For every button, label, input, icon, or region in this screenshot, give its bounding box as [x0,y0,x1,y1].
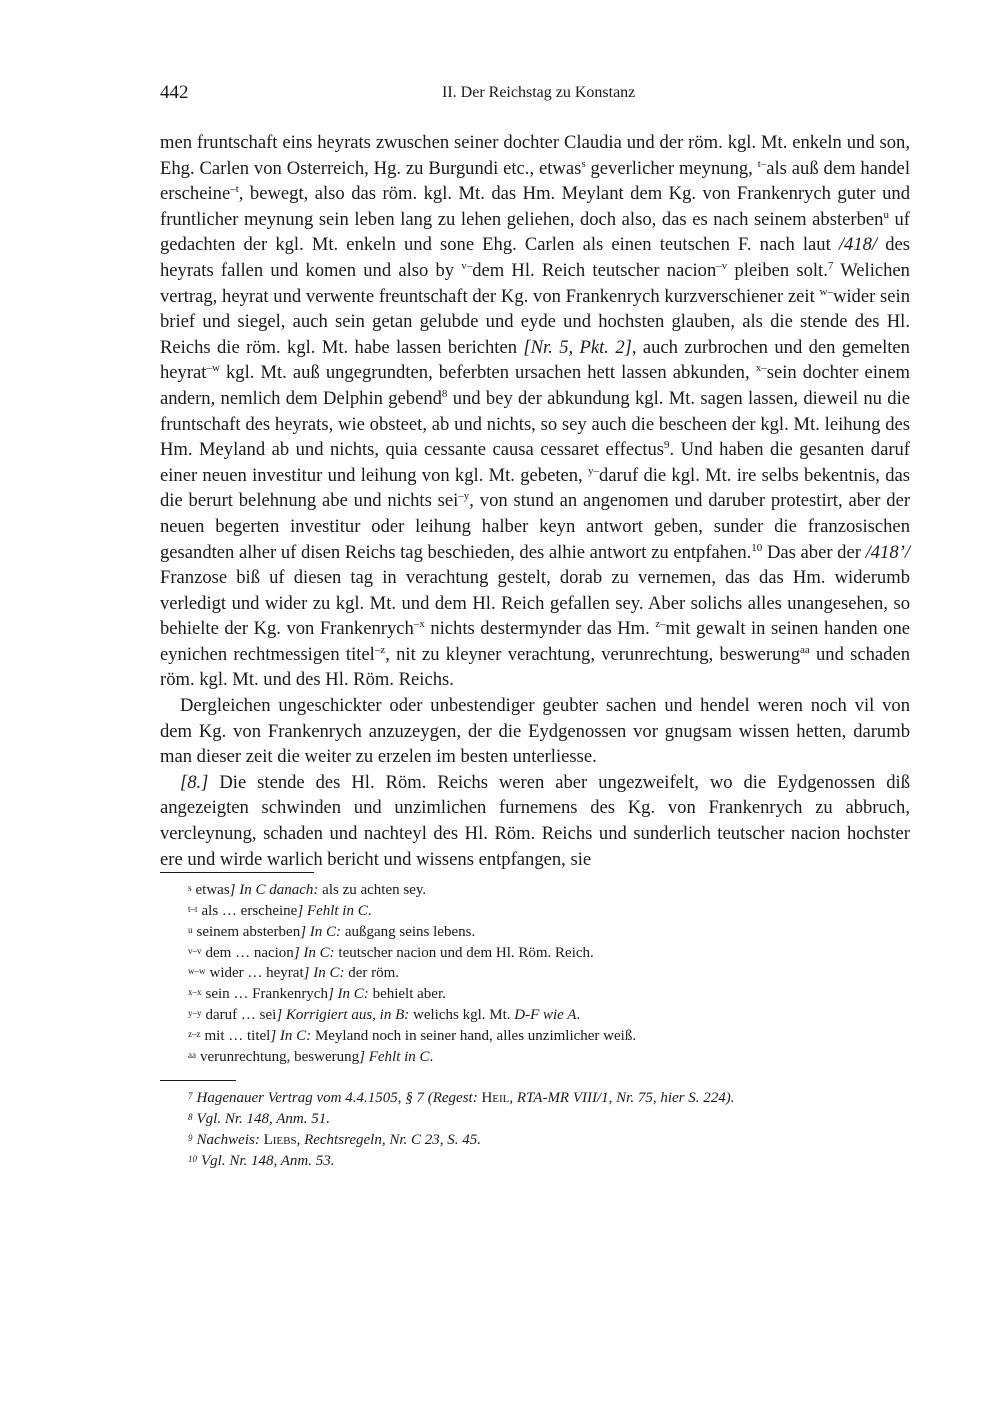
footnote: $^9$ Nachweis: Liebs, Rechtsregeln, Nr. C 23, S. 45. [188,1131,482,1148]
book-page [160,80,910,1171]
textnote: $^{y-y}$ daruf … sei] Korrigiert aus, in B: welichs kgl. Mt. D-F wie A. [188,1007,581,1023]
running-title: II. Der Reichstag zu Konstanz [442,84,636,101]
textnote-ref: w– [819,285,833,298]
textnote: $^{z-z}$ mit … titel] In C: Meyland noch in seiner hand, alles unzimlicher weiß. [188,1027,637,1044]
textnote-ref: –v [716,259,728,272]
paragraph-dergleichen: Dergleichen ungeschickter oder unbestendiger geubter sachen und hendel weren noch vil von dem Kg. von Frankenrych anzuzeygen, der die Eydgenossen vor gnugsam wissen hetten, darumb man dieser zeit die weiter zu erzelen im besten unterliesse. [160,695,910,768]
textnote: $^{w-w}$ wider … heyrat] In C: der röm. [188,965,400,982]
textnote: $^{x-x}$ sein … Frankenrych] In C: behielt aber. [188,986,446,1003]
footnote-ref: 8 [441,387,448,400]
footnote: $^{10}$ Vgl. Nr. 148, Anm. 53. [188,1152,335,1169]
main-text [160,130,910,872]
textnote-ref: u [883,208,889,221]
footnote-ref: 9 [664,438,670,451]
footnote: $^8$ Vgl. Nr. 148, Anm. 51. [188,1111,330,1128]
footnotes-rule [160,1080,236,1081]
textnote: $^{v-v}$ dem … nacion] In C: teutscher nacion und dem Hl. Röm. Reich. [188,944,594,961]
textnote: $^{aa}$ verunrechtung, beswerung] Fehlt in C. [188,1048,434,1065]
textnote-ref: –x [413,618,425,631]
cross-reference: [Nr. 5, Pkt. 2] [523,336,632,358]
textnote-ref: –w [206,362,220,375]
textnote: $^u$ seinem absterben] In C: außgang seins lebens. [188,923,476,940]
footnotes [160,1087,910,1170]
textnote-ref: v– [461,259,473,272]
textnote-ref: y– [587,464,599,477]
page-number: 442 [160,82,189,103]
textnote-ref: s [581,157,586,170]
footnote-ref: 7 [827,259,834,272]
footnote-ref: 10 [751,541,763,554]
textnote-ref: t– [757,157,767,170]
textnote-ref: –t [230,183,239,195]
textnote-ref: –y [458,490,470,503]
footnote: $^7$ Hagenauer Vertrag vom 4.4.1505, § 7 (Regest: Heil, RTA-MR VIII/1, Nr. 75, hier S. 224). [188,1090,735,1107]
textnote-ref: z– [655,618,666,631]
textnotes-rule [160,872,314,873]
textnote-ref: x– [755,362,767,375]
paragraph-8: [8.] Die stende des Hl. Röm. Reichs weren aber ungezweifelt, wo die Eydgenossen diß angezeigten schwinden und unzimlichen furnemens des Kg. von Frankenrych zu abbruch, vercleynung, schaden und nachteyl des Hl. Röm. Reichs und sunderlich teutscher nacion hochster ere und wirde warlich bericht und wissens entpfangen, sie [160,771,910,870]
folio-marker: /418/ [838,234,878,256]
textnote-ref: –z [374,643,386,656]
folio-marker: /418’/ [865,541,911,563]
textnote: $^{t-t}$ als … erscheine] Fehlt in C. [188,903,372,920]
section-number: [8.] [180,771,209,793]
page-header [160,80,910,110]
textnote-ref: aa [800,643,810,656]
textnotes [160,879,910,1066]
paragraph-7: men fruntschaft eins heyrats zwuschen seiner dochter Claudia und der röm. kgl. Mt. enkeln und son, Ehg. Carlen von Osterreich, Hg. zu Burgundi etc., etwas$^s$ geverlicher meynung, $^{t-}$als auß dem handel erscheine$^{-t}$, bewegt, also das röm. kgl. Mt. das Hm. Meylant dem Kg. von Frankenrych guter und fruntlicher meynung sein leben lang zu lehen geliehen, doch also, das es nach seinem absterben$^u$ uf gedachten der kgl. Mt. enkeln und sone Ehg. Carlen als einen teutschen F. nach laut /418/ des heyrats fallen und komen und also by $^{v-}$dem Hl. Reich teutscher nacion$^{-v}$ pleiben solt.$^7$ Welichen vertrag, heyrat und verwente freuntschaft der Kg. von Frankenrych kurzverschiener zeit $^{w-}$wider sein brief und siegel, auch sein getan gelubde und eyde und hochsten glauben, als die stende des Hl. Reichs die röm. kgl. Mt. habe lassen berichten [Nr. 5, Pkt. 2], auch zurbrochen und den gemelten heyrat$^{-w}$ kgl. Mt. auß ungegrundten, beferbten ursachen hett lassen abkunden, $^{x-}$sein dochter einem andern, nemlich dem Delphin gebend$^8$ und bey der abkundung kgl. Mt. sagen lassen, dieweil nu die fruntschaft des heyrats, wie obsteet, ab und nichts, so sey auch die bescheen der kgl. Mt. leihung des Hm. Meyland ab und nichts, quia cessante causa cessaret effectus$^9$. Und haben die gesanten daruf einer neuen investitur und leihung von kgl. Mt. gebeten, $^{y-}$daruf die kgl. Mt. ire selbs bekentnis, das die berurt belehnung abe und nichts sei$^{-y}$, von stund an angenomen und daruber protestirt, aber der neuen begerten investitur oder leihung halber keyn antwort geben, sunder die franzosischen gesandten alher uf disen Reichs tag beschieden, des alhie antwort zu entpfahen.$^{10}$ Das aber der /418’/ Franzose biß uf diesen tag in verachtung gestelt, dorab zu vernemen, das das Hm. widerumb verledigt und wider zu kgl. Mt. und dem Hl. Reich gefallen sey. Aber solichs alles unangesehen, so behielte der Kg. von Frankenrych$^{-x}$ nichts destermynder das Hm. $^{z-}$mit gewalt in seinen handen one eynichen rechtmessigen titel$^{-z}$, nit zu kleyner verachtung, verunrechtung, beswerung$^{aa}$ und schaden röm. kgl. Mt. und des Hl. Röm. Reichs. [160,132,911,691]
textnote: $^s$ etwas] In C danach: als zu achten sey. [188,882,427,899]
